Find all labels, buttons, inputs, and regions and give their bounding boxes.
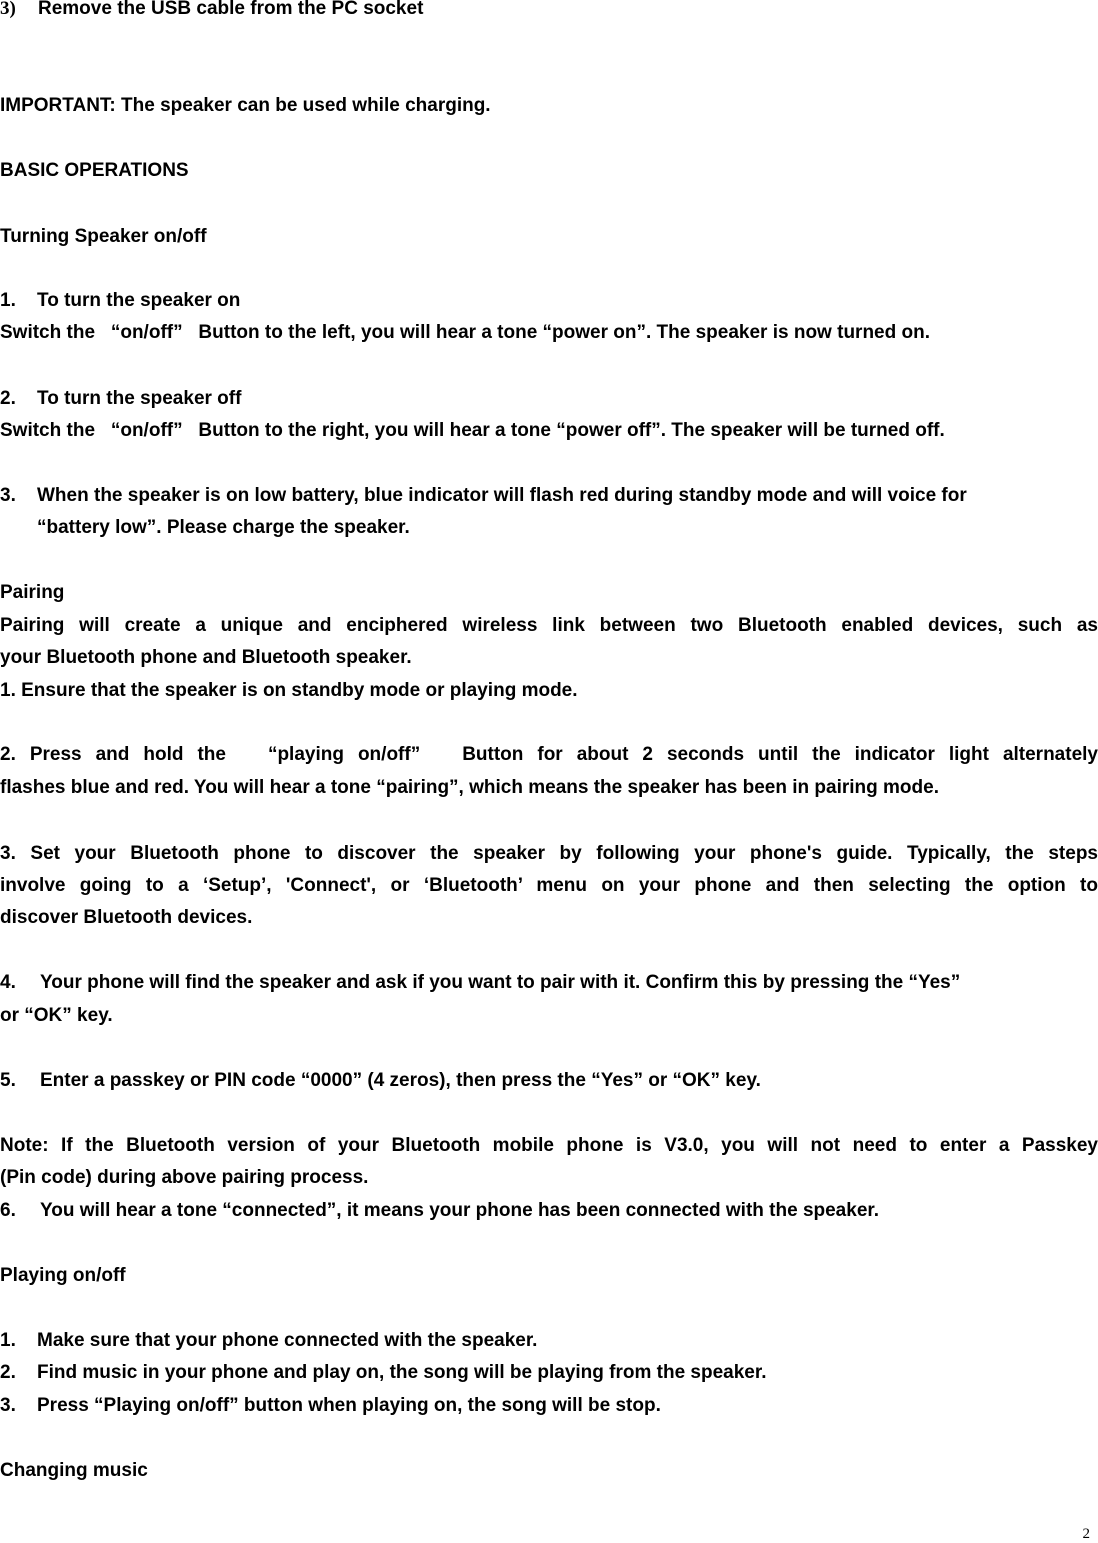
item-text: Enter a passkey or PIN code “0000” (4 zeros), then press the “Yes” or “OK” key. xyxy=(40,1070,761,1091)
item-text: You will hear a tone “connected”, it means your phone has been connected with the speaker. xyxy=(40,1200,880,1221)
step-text: Remove the USB cable from the PC socket xyxy=(38,0,424,19)
note-line2: (Pin code) during above pairing process. xyxy=(0,1167,369,1188)
step-usb-remove xyxy=(0,0,423,20)
item-number: 4. xyxy=(0,972,16,993)
low-battery-line1 xyxy=(0,485,967,507)
section-heading-basic-operations: BASIC OPERATIONS xyxy=(0,160,189,181)
turn-on-body: Switch the “on/off” Button to the left, you will hear a tone “power on”. The speaker is now turned on. xyxy=(0,322,930,343)
item-text: Your phone will find the speaker and ask if you want to pair with it. Confirm this by pressing the “Yes” xyxy=(40,972,961,993)
item-text: Press “Playing on/off” button when playing on, the song will be stop. xyxy=(37,1395,661,1416)
turn-off-title xyxy=(0,388,241,410)
important-note: IMPORTANT: The speaker can be used while charging. xyxy=(0,95,491,116)
item-text: Make sure that your phone connected with the speaker. xyxy=(37,1330,538,1351)
item-number: 3. xyxy=(0,485,16,506)
pairing-step-3-line3: discover Bluetooth devices. xyxy=(0,907,253,928)
pairing-step-5 xyxy=(0,1070,761,1092)
item-number: 1. xyxy=(0,290,16,311)
turn-off-body: Switch the “on/off” Button to the right, you will hear a tone “power off”. The speaker will be turned off. xyxy=(0,420,945,441)
item-number: 5. xyxy=(0,1070,16,1091)
subheading-pairing: Pairing xyxy=(0,582,65,603)
note-line1: Note: If the Bluetooth version of your Bluetooth mobile phone is V3.0, you will not need to enter a Passkey xyxy=(0,1135,1098,1156)
item-text: When the speaker is on low battery, blue indicator will flash red during standby mode and will voice for xyxy=(37,485,967,506)
pairing-step-2-line1: 2. Press and hold the “playing on/off” Button for about 2 seconds until the indicator light alternately xyxy=(0,744,1098,765)
pairing-intro-line2: your Bluetooth phone and Bluetooth speaker. xyxy=(0,647,412,668)
item-number: 6. xyxy=(0,1200,16,1221)
low-battery-line2: “battery low”. Please charge the speaker. xyxy=(37,517,410,538)
subheading-turning-speaker: Turning Speaker on/off xyxy=(0,226,207,247)
subheading-changing-music: Changing music xyxy=(0,1460,148,1481)
pairing-step-6 xyxy=(0,1200,879,1222)
subheading-playing: Playing on/off xyxy=(0,1265,126,1286)
item-number: 1. xyxy=(0,1330,16,1351)
step-number: 3) xyxy=(0,0,16,19)
pairing-step-3-line1: 3. Set your Bluetooth phone to discover the speaker by following your phone's guide. Typically, the steps xyxy=(0,843,1098,864)
item-text: Find music in your phone and play on, the song will be playing from the speaker. xyxy=(37,1362,767,1383)
item-number: 2. xyxy=(0,388,16,409)
item-number: 2. xyxy=(0,1362,16,1383)
playing-item xyxy=(0,1330,537,1352)
turn-on-title xyxy=(0,290,240,312)
pairing-step-1: 1. Ensure that the speaker is on standby mode or playing mode. xyxy=(0,680,578,701)
playing-item xyxy=(0,1395,661,1417)
pairing-step-4-line1 xyxy=(0,972,1098,994)
pairing-step-4-line2: or “OK” key. xyxy=(0,1005,113,1026)
page-number: 2 xyxy=(1082,1526,1090,1542)
pairing-intro-line1: Pairing will create a unique and enciphered wireless link between two Bluetooth enabled devices, such as xyxy=(0,615,1098,636)
pairing-step-3-line2: involve going to a ‘Setup’, 'Connect', or ‘Bluetooth’ menu on your phone and then selecting the option to xyxy=(0,875,1098,896)
pairing-step-2-line2: flashes blue and red. You will hear a tone “pairing”, which means the speaker has been in pairing mode. xyxy=(0,777,939,798)
playing-item xyxy=(0,1362,767,1384)
item-title: To turn the speaker on xyxy=(37,290,241,311)
item-title: To turn the speaker off xyxy=(37,388,242,409)
item-number: 3. xyxy=(0,1395,16,1416)
